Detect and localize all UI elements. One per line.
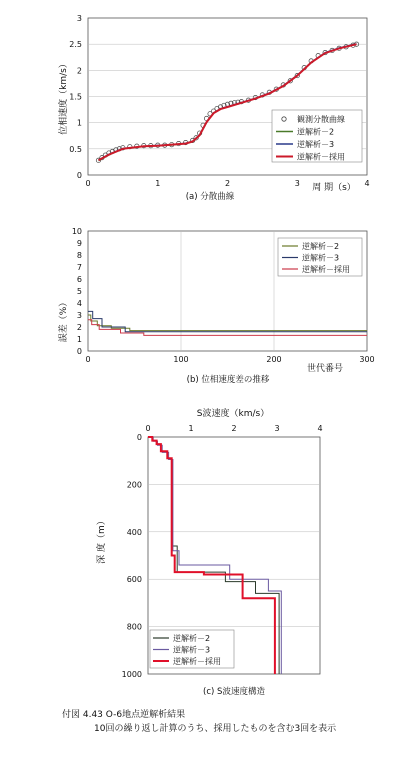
y-tick-label: 1.5: [69, 92, 82, 102]
legend-label: 逆解析－採用: [302, 265, 350, 274]
y-tick-label: 0: [136, 433, 142, 442]
y-tick-label: 1000: [121, 670, 142, 679]
x-tick-label: 200: [266, 355, 282, 364]
x-tick-label: 300: [359, 355, 375, 364]
caption-line-2: 10回の繰り返し計算のうち、採用したものを含む3回を表示: [94, 724, 337, 734]
legend-label: 逆解析－採用: [297, 152, 345, 162]
y-tick-label: 3: [76, 311, 82, 320]
series-line-2: [88, 320, 367, 336]
legend-label: 逆解析－2: [297, 127, 335, 137]
legend-label: 逆解析－3: [297, 140, 335, 149]
x-tick-label: 100: [173, 355, 189, 364]
y-tick-label: 8: [76, 251, 82, 260]
legend-label: 逆解析－3: [302, 253, 340, 263]
y-axis-label: 位相速度（km/s）: [59, 59, 69, 135]
legend: [272, 110, 362, 162]
y-tick-label: 6: [76, 275, 82, 284]
y-tick-label: 1: [76, 118, 82, 128]
y-axis-label: 深 度（m）: [97, 516, 107, 564]
x-tick-label: 0: [85, 355, 91, 364]
y-tick-label: 400: [126, 527, 142, 537]
series-line-0: [88, 315, 367, 331]
legend-label: 逆解析－採用: [173, 657, 221, 666]
x-axis-label: S波速度（km/s）: [196, 409, 270, 419]
x-tick-label: 2: [224, 179, 231, 188]
legend-label: 逆解析－3: [173, 645, 211, 655]
y-tick-label: 3: [76, 14, 82, 23]
chart-title: (a) 分散曲線: [185, 192, 235, 202]
chart-error: [57, 227, 375, 385]
y-tick-label: 200: [126, 480, 142, 490]
legend: [278, 238, 362, 276]
y-tick-label: 2.5: [69, 40, 82, 50]
y-tick-label: 9: [76, 239, 82, 248]
chart-vs-profile: [95, 407, 323, 697]
y-tick-label: 2: [76, 66, 82, 76]
y-tick-label: 0: [76, 347, 82, 356]
chart-title: (c) S波速度構造: [203, 687, 265, 697]
y-tick-label: 600: [126, 575, 142, 585]
x-tick-label: 4: [317, 424, 323, 433]
x-tick-label: 3: [274, 424, 280, 433]
legend-label: 逆解析－2: [173, 634, 211, 643]
x-axis-label: 周 期（s）: [312, 183, 356, 193]
y-tick-label: 1: [76, 335, 82, 344]
x-tick-label: 0: [145, 424, 151, 433]
legend: [150, 630, 234, 668]
figure-caption: [62, 708, 336, 736]
y-tick-label: 2: [76, 323, 82, 332]
y-tick-label: 7: [76, 263, 82, 272]
y-axis-label: 誤差（%）: [59, 297, 69, 343]
x-tick-label: 1: [188, 424, 194, 433]
caption-line-1: 付図 4.43 O-6地点逆解析結果: [62, 710, 186, 720]
y-tick-label: 5: [76, 287, 82, 296]
x-tick-label: 4: [364, 179, 370, 188]
y-tick-label: 0.5: [69, 144, 82, 154]
y-tick-label: 4: [76, 299, 82, 308]
x-tick-label: 0: [85, 179, 91, 188]
x-tick-label: 2: [231, 424, 237, 433]
x-axis-label: 世代番号: [306, 364, 344, 374]
legend-label: 逆解析－2: [302, 242, 340, 251]
x-tick-label: 1: [155, 179, 161, 188]
y-tick-label: 800: [126, 622, 142, 632]
y-tick-label: 0: [76, 171, 82, 180]
y-tick-label: 10: [71, 227, 82, 236]
legend-label: 観測分散曲線: [297, 115, 345, 124]
x-tick-label: 3: [294, 179, 300, 188]
chart-dispersion: [57, 14, 370, 202]
chart-title: (b) 位相速度差の推移: [186, 375, 270, 385]
